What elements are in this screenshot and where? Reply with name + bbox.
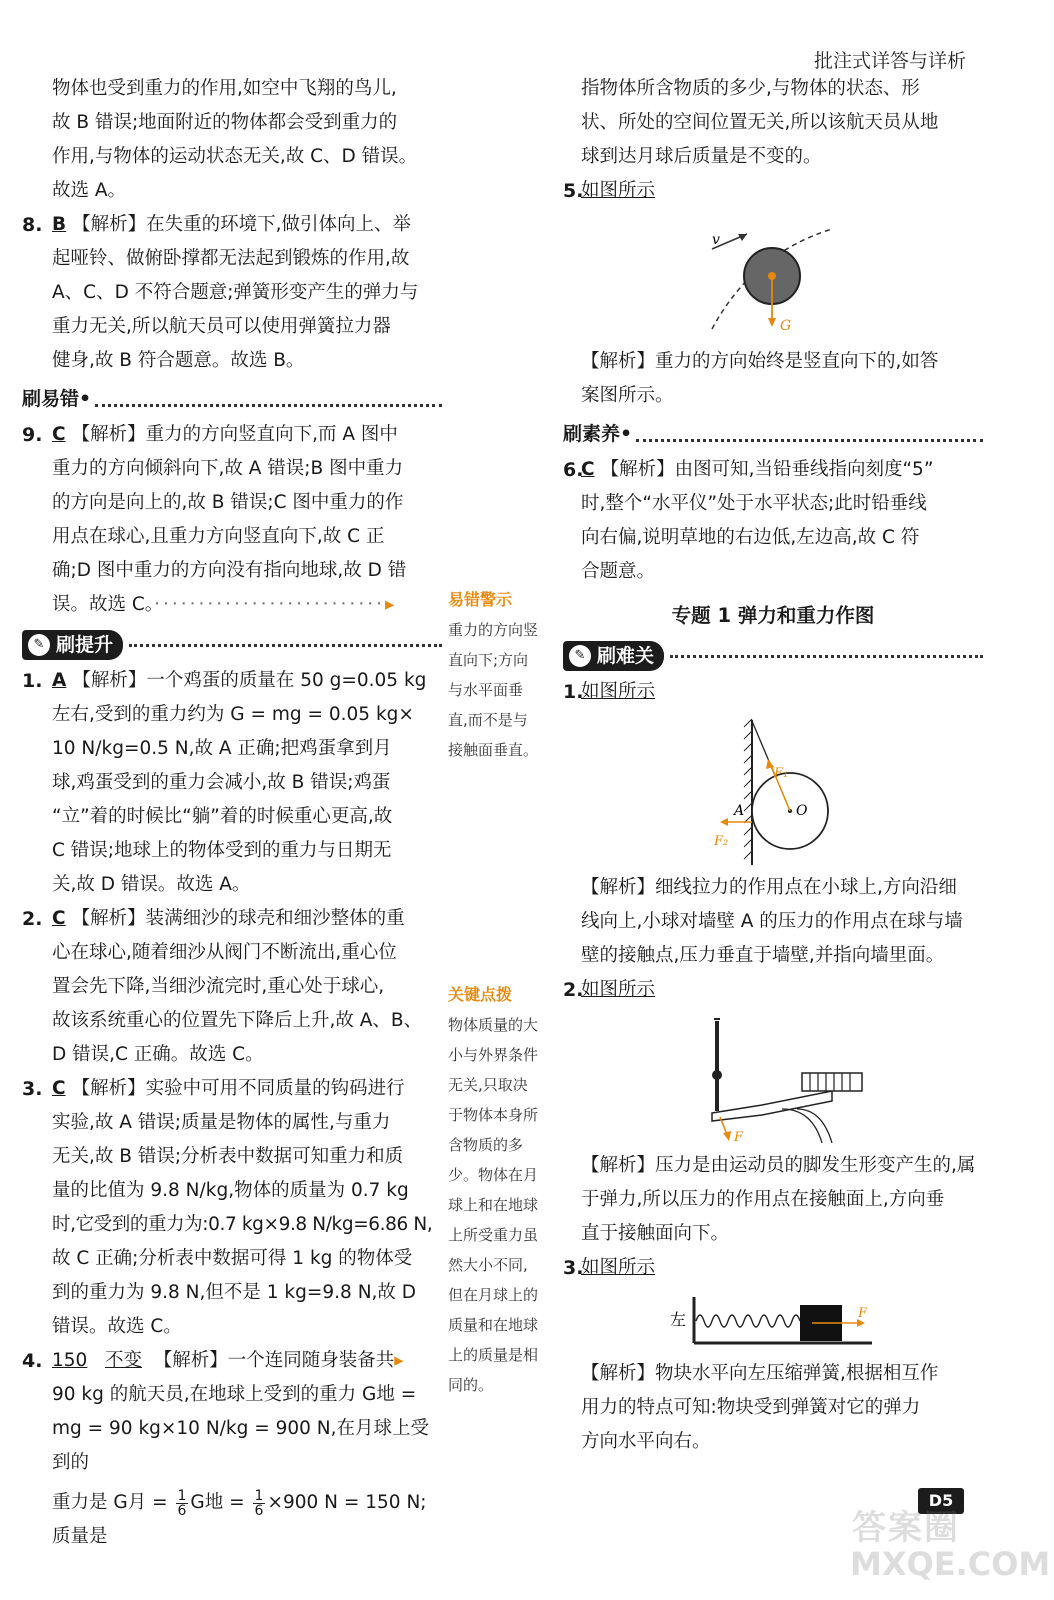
text-line: 壁的接触点,压力垂直于墙壁,并指向墙里面。: [581, 945, 945, 966]
answer-choice: B: [52, 214, 67, 235]
gravity-label: G: [780, 318, 792, 334]
question-number: 8.: [22, 214, 43, 236]
carryover-paragraph: [22, 72, 442, 208]
fraction: [253, 1489, 266, 1518]
section-badge-label: 刷提升: [56, 634, 114, 656]
text-line: 合题意。: [581, 561, 656, 582]
text-line: 故 C 正确;分析表中数据可得 1 kg 的物体受: [52, 1248, 413, 1269]
text-line: 关,故 D 错误。故选 A。: [52, 874, 251, 895]
question-number: 5.: [563, 180, 584, 202]
dotted-divider: [95, 404, 442, 407]
question-number: 1.: [563, 681, 584, 703]
watermark-logo: 答案圈: [852, 1508, 960, 1548]
answer-choice: C: [52, 1078, 66, 1099]
answer-choice: C: [581, 459, 595, 480]
text-line: 【解析】在失重的环境下,做引体向上、举: [72, 214, 411, 235]
answer-blank-1: 150: [52, 1350, 88, 1371]
left-column: [22, 72, 442, 1554]
side-note-line: 然大小不同,: [448, 1256, 528, 1274]
fraction: [176, 1489, 189, 1518]
text-line: 时,它受到的重力为:0.7 kg×9.8 N/kg=6.86 N,: [52, 1214, 433, 1235]
dotted-divider: [670, 655, 983, 658]
text-line: 故 B 错误;地面附近的物体都会受到重力的: [52, 112, 398, 133]
text-line: 【解析】装满细沙的球壳和细沙整体的重: [71, 908, 405, 929]
side-note-line: 直,而不是与: [448, 711, 528, 729]
text-line: 重力是 G月 =: [52, 1492, 168, 1513]
figure-caption: 如图所示: [581, 979, 656, 1000]
text-line: 【解析】一个鸡蛋的质量在 50 g=0.05 kg: [72, 670, 427, 691]
text-line: 【解析】重力的方向始终是竖直向下的,如答: [581, 351, 939, 372]
text-line: 【解析】压力是由运动员的脚发生形变产生的,属: [581, 1155, 976, 1176]
text-line: 【解析】由图可知,当铅垂线指向刻度“5”: [600, 459, 934, 480]
question-4: [22, 1344, 442, 1554]
question-6: [563, 453, 983, 589]
text-line: 心在球心,随着细沙从阀门不断流出,重心位: [52, 942, 397, 963]
side-note-line: 接触面垂直。: [448, 741, 539, 759]
brush-icon: ✎: [569, 645, 591, 667]
side-note-line: 直向下;方向: [448, 651, 529, 669]
topic-question-2: [563, 973, 983, 1251]
carryover-paragraph: [563, 72, 983, 174]
text-line: 状、所处的空间位置无关,所以该航天员从地: [581, 112, 939, 133]
text-line: “立”着的时候比“躺”着的时候重心更高,故: [52, 806, 393, 827]
text-line: 量的比值为 9.8 N/kg,物体的质量为 0.7 kg: [52, 1180, 409, 1201]
text-line: 的方向是向上的,故 B 错误;C 图中重力的作: [52, 492, 404, 513]
text-line: 线向上,小球对墙壁 A 的压力的作用点在球与墙: [581, 911, 963, 932]
text-line: 错误。故选 C。: [52, 1316, 182, 1337]
section-label: 刷素养•: [563, 423, 633, 445]
question-number: 2.: [22, 908, 43, 930]
answer-choice: C: [52, 424, 66, 445]
text-line: 【解析】物块水平向左压缩弹簧,根据相互作: [581, 1363, 939, 1384]
side-note-line: 球上和在地球: [448, 1196, 539, 1214]
text-line: 于弹力,所以压力的作用点在接触面上,方向垂: [581, 1189, 945, 1210]
side-note-line: 含物质的多: [448, 1136, 524, 1154]
dotted-divider: [636, 439, 983, 442]
section-badge-label: 刷难关: [597, 645, 655, 667]
text-line: 向右偏,说明草地的右边低,左边高,故 C 符: [581, 527, 920, 548]
text-line: C 错误;地球上的物体受到的重力与日期无: [52, 840, 392, 861]
figure-caption: 如图所示: [581, 180, 656, 201]
force-label-f1: F₁: [774, 766, 789, 781]
question-5: [563, 174, 983, 413]
text-line: ×900 N = 150 N;质量是: [52, 1492, 427, 1547]
section-badge: [22, 630, 123, 660]
point-label-o: O: [796, 803, 808, 819]
side-note-line: 上所受重力虽: [448, 1226, 539, 1244]
side-note-line: 质量和在地球: [448, 1316, 539, 1334]
question-number: 4.: [22, 1350, 43, 1372]
section-tag-tisheng: [22, 630, 442, 660]
header-title: 批注式详答与详析: [813, 50, 966, 72]
answer-blank-2: 不变: [104, 1350, 142, 1371]
question-1: [22, 664, 442, 902]
question-8: [22, 208, 442, 378]
page-number: D5: [918, 1488, 964, 1514]
text-line: 作用,与物体的运动状态无关,故 C、D 错误。: [52, 146, 418, 167]
side-note-line: 与水平面垂: [448, 681, 524, 699]
right-column: [563, 72, 983, 1459]
figure-ball-gravity: [682, 214, 882, 339]
arrow-icon: ▸: [384, 594, 395, 615]
text-line: G地 =: [190, 1492, 245, 1513]
topic-title: 专题 1 弹力和重力作图: [671, 604, 875, 627]
text-line: 误。故选 C。: [52, 594, 155, 615]
figure-caption: 如图所示: [581, 1257, 656, 1278]
dotted-divider: [129, 644, 442, 647]
text-line: 物体也受到重力的作用,如空中飞翔的鸟儿,: [52, 78, 397, 99]
numerator: 1: [254, 1487, 264, 1504]
side-note-line: 小与外界条件: [448, 1046, 539, 1064]
text-line: 置会先下降,当细沙流完时,重心处于球心,: [52, 976, 385, 997]
text-line: 球到达月球后质量是不变的。: [581, 146, 822, 167]
section-badge: [563, 641, 664, 671]
text-line: 用点在球心,且重力方向竖直向下,故 C 正: [52, 526, 385, 547]
text-line: mg = 90 kg×10 N/kg = 900 N,在月球上受到的: [52, 1418, 430, 1473]
side-note-yicuo: [448, 585, 558, 765]
side-note-line: 重力的方向竖: [448, 621, 539, 639]
figure-diver-board: [682, 1013, 882, 1143]
side-note-line: 无关,只取决: [448, 1076, 528, 1094]
text-line: 案图所示。: [581, 385, 674, 406]
answer-choice: C: [52, 908, 66, 929]
section-label: 刷易错•: [22, 388, 92, 410]
point-label-a: A: [734, 803, 745, 819]
dotted-leader: ··························: [154, 594, 385, 615]
section-tag-nanguan: [563, 641, 983, 671]
text-line: 【解析】细线拉力的作用点在小球上,方向沿细: [581, 877, 957, 898]
question-number: 1.: [22, 670, 43, 692]
text-line: 健身,故 B 符合题意。故选 B。: [52, 350, 305, 371]
side-note-guanjian: [448, 980, 558, 1400]
side-note-line: 物体质量的大: [448, 1016, 539, 1034]
topic-question-1: [563, 675, 983, 973]
figure-spring-block: [662, 1291, 902, 1351]
force-label-f: F: [734, 1130, 744, 1143]
denominator: 6: [177, 1502, 187, 1519]
text-line: 重力的方向倾斜向下,故 A 错误;B 图中重力: [52, 458, 404, 479]
text-line: 球,鸡蛋受到的重力会减小,故 B 错误;鸡蛋: [52, 772, 391, 793]
topic-question-3: [563, 1251, 983, 1459]
question-number: 3.: [563, 1257, 584, 1279]
text-line: A、C、D 不符合题意;弹簧形变产生的弹力与: [52, 282, 419, 303]
question-number: 9.: [22, 424, 43, 446]
text-line: 90 kg 的航天员,在地球上受到的重力 G地 =: [52, 1384, 417, 1405]
question-number: 2.: [563, 979, 584, 1001]
velocity-label: v: [712, 232, 720, 248]
side-note-line: 上的质量是相: [448, 1346, 539, 1364]
question-3: [22, 1072, 442, 1344]
text-line: 左右,受到的重力约为 G = mg = 0.05 kg×: [52, 704, 414, 725]
side-note-title: 关键点拨: [448, 985, 513, 1004]
watermark-url: MXQE.COM: [850, 1545, 1051, 1583]
text-line: 用力的特点可知:物块受到弹簧对它的弹力: [581, 1397, 921, 1418]
direction-label-left: 左: [670, 1310, 687, 1329]
arrow-icon: ▸: [394, 1350, 404, 1371]
text-line: 确;D 图中重力的方向没有指向地球,故 D 错: [52, 560, 407, 581]
question-2: [22, 902, 442, 1072]
text-line: 起哑铃、做俯卧撑都无法起到锻炼的作用,故: [52, 248, 410, 269]
text-line: 到的重力为 9.8 N,但不是 1 kg=9.8 N,故 D: [52, 1282, 417, 1303]
text-line: 故选 A。: [52, 180, 127, 201]
force-label-f2: F₂: [714, 834, 729, 849]
figure-caption: 如图所示: [581, 681, 656, 702]
figure-ball-wall: [682, 715, 882, 865]
brush-icon: ✎: [28, 634, 50, 656]
question-number: 3.: [22, 1078, 43, 1100]
text-line: 实验,故 A 错误;质量是物体的属性,与重力: [52, 1112, 391, 1133]
text-line: 直于接触面向下。: [581, 1223, 730, 1244]
text-line: 指物体所含物质的多少,与物体的状态、形: [581, 78, 920, 99]
text-line: 重力无关,所以航天员可以使用弹簧拉力器: [52, 316, 391, 337]
answer-choice: A: [52, 670, 67, 691]
text-line: 时,整个“水平仪”处于水平状态;此时铅垂线: [581, 493, 927, 514]
text-line: 【解析】实验中可用不同质量的钩码进行: [71, 1078, 405, 1099]
denominator: 6: [254, 1502, 264, 1519]
side-note-line: 少。物体在月: [448, 1166, 539, 1184]
text-line: 无关,故 B 错误;分析表中数据可知重力和质: [52, 1146, 404, 1167]
section-heading-yicuo: [22, 382, 442, 416]
side-note-line: 于物体本身所: [448, 1106, 539, 1124]
text-line: 故该系统重心的位置先下降后上升,故 A、B、: [52, 1010, 423, 1031]
numerator: 1: [177, 1487, 187, 1504]
side-note-line: 但在月球上的: [448, 1286, 539, 1304]
side-note-title: 易错警示: [448, 590, 513, 609]
formula-line: [52, 1486, 442, 1554]
force-label-f: F: [858, 1306, 868, 1321]
text-line: 10 N/kg=0.5 N,故 A 正确;把鸡蛋拿到月: [52, 738, 392, 759]
question-number: 6.: [563, 459, 584, 481]
text-line: 方向水平向右。: [581, 1431, 711, 1452]
side-note-line: 同的。: [448, 1376, 494, 1394]
text-line: 【解析】一个连同随身装备共: [153, 1350, 395, 1371]
text-line: D 错误,C 正确。故选 C。: [52, 1044, 264, 1065]
section-heading-suyang: [563, 417, 983, 451]
text-line: 【解析】重力的方向竖直向下,而 A 图中: [71, 424, 398, 445]
question-9: [22, 418, 442, 622]
